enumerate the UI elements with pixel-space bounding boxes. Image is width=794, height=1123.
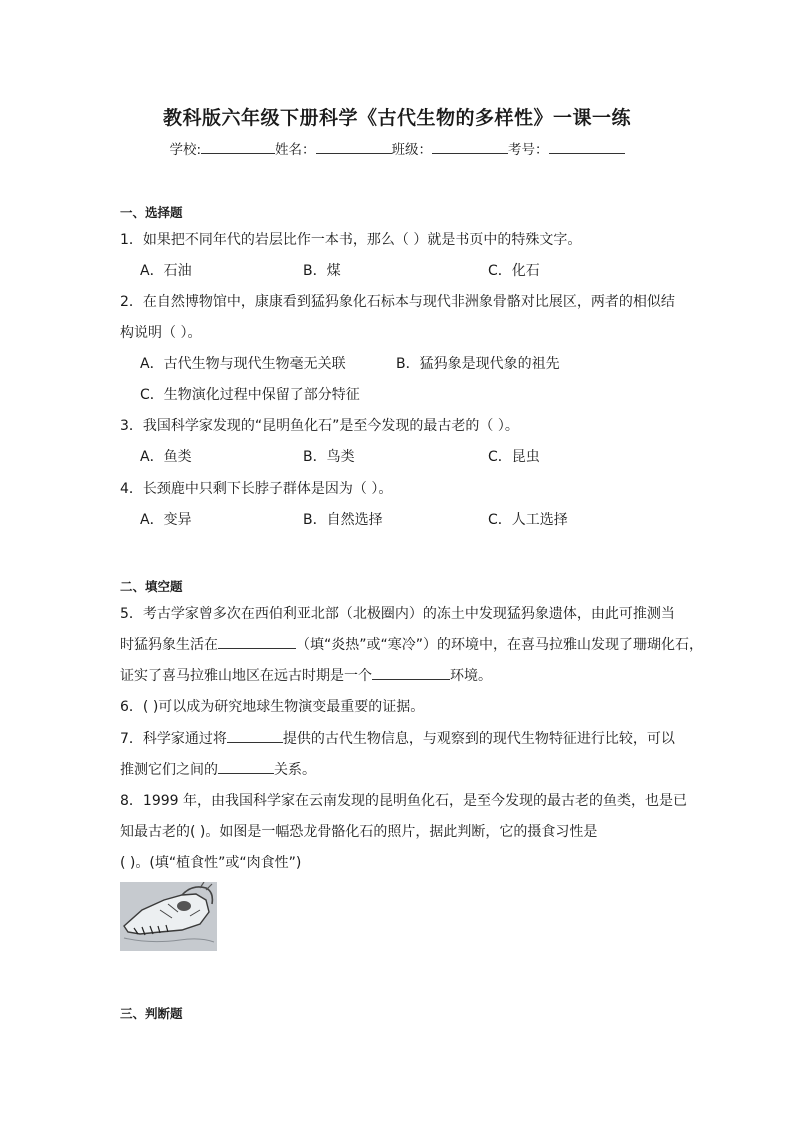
exam-no-field[interactable]	[549, 140, 625, 154]
q7-blank-1[interactable]	[227, 728, 283, 743]
school-field[interactable]	[201, 140, 275, 154]
q3-option-c[interactable]: C．昆虫	[488, 449, 540, 465]
question-8-line-2: 知最古老的( )。如图是一幅恐龙骨骼化石的照片，据此判断，它的摄食习性是	[120, 824, 598, 840]
question-3: 3．我国科学家发现的“昆明鱼化石”是至今发现的最古老的（ ）。	[120, 418, 519, 434]
question-5-line-2	[120, 634, 703, 654]
dinosaur-skull-illustration	[120, 882, 217, 951]
q2-option-b[interactable]: B．猛犸象是现代象的祖先	[396, 356, 560, 372]
class-field[interactable]	[432, 140, 508, 154]
section-heading-judge: 三、判断题	[120, 1006, 183, 1021]
q5-blank-1[interactable]	[218, 634, 296, 649]
school-label: 学校:	[169, 142, 202, 158]
question-8-line-3: ( )。(填“植食性”或“肉食性”)	[120, 855, 302, 871]
q5-text-a: 时猛犸象生活在	[120, 637, 218, 653]
question-7-line-1	[120, 728, 675, 748]
q4-option-a[interactable]: A．变异	[140, 512, 192, 528]
question-8-line-1: 8．1999 年，由我国科学家在云南发现的昆明鱼化石，是至今发现的最古老的鱼类，也是已	[120, 793, 687, 809]
q5-blank-2[interactable]	[372, 665, 450, 680]
q4-option-b[interactable]: B．自然选择	[303, 512, 383, 528]
dinosaur-skull-fossil-image	[120, 882, 217, 951]
q4-option-c[interactable]: C．人工选择	[488, 512, 568, 528]
question-4: 4．长颈鹿中只剩下长脖子群体是因为（ ）。	[120, 481, 393, 497]
q5-text-b: （填“炎热”或“寒冷”）的环境中，在喜马拉雅山发现了珊瑚化石，	[296, 637, 704, 653]
question-1: 1．如果把不同年代的岩层比作一本书，那么（ ）就是书页中的特殊文字。	[120, 232, 582, 248]
section-heading-fill: 二、填空题	[120, 579, 183, 594]
name-label: 姓名：	[275, 142, 316, 158]
q2-option-a[interactable]: A．古代生物与现代生物毫无关联	[140, 356, 346, 372]
q1-option-c[interactable]: C．化石	[488, 263, 540, 279]
q3-option-a[interactable]: A．鱼类	[140, 449, 192, 465]
section-heading-choice: 一、选择题	[120, 205, 183, 220]
q1-option-a[interactable]: A．石油	[140, 263, 192, 279]
question-5-line-3	[120, 665, 492, 685]
q7-text-a: 7．科学家通过将	[120, 731, 227, 747]
student-info-line	[0, 138, 794, 158]
q2-option-c[interactable]: C．生物演化过程中保留了部分特征	[140, 387, 360, 403]
question-6: 6．( )可以成为研究地球生物演变最重要的证据。	[120, 699, 425, 715]
q7-blank-2[interactable]	[218, 759, 274, 774]
q7-text-c: 推测它们之间的	[120, 762, 218, 778]
q1-option-b[interactable]: B．煤	[303, 263, 341, 279]
q7-text-d: 关系。	[274, 762, 316, 778]
question-7-line-2	[120, 759, 316, 779]
question-2-line-2: 构说明（ ）。	[120, 325, 202, 341]
class-label: 班级：	[391, 142, 433, 158]
page-title: 教科版六年级下册科学《古代生物的多样性》一课一练	[162, 107, 631, 129]
exam-no-label: 考号：	[508, 142, 549, 158]
q5-text-d: 环境。	[450, 668, 492, 684]
q5-text-c: 证实了喜马拉雅山地区在远古时期是一个	[120, 668, 372, 684]
q7-text-b: 提供的古代生物信息，与观察到的现代生物特征进行比较，可以	[282, 731, 675, 747]
name-field[interactable]	[316, 140, 392, 154]
question-2-line-1: 2．在自然博物馆中，康康看到猛犸象化石标本与现代非洲象骨骼对比展区，两者的相似结	[120, 294, 675, 310]
q3-option-b[interactable]: B．鸟类	[303, 449, 355, 465]
question-5-line-1: 5．考古学家曾多次在西伯利亚北部（北极圈内）的冻土中发现猛犸象遗体，由此可推测当	[120, 606, 675, 622]
